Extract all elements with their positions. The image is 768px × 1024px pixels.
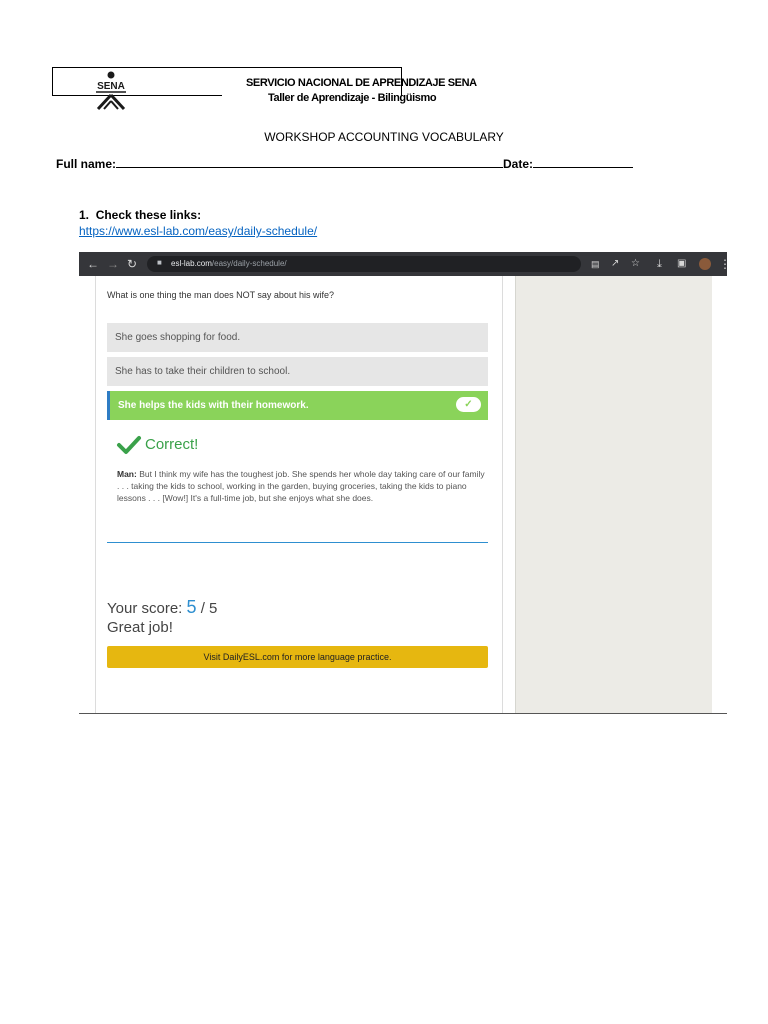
score-value: 5 [186,597,197,617]
question-heading [79,208,201,222]
course-name: Taller de Aprendizaje - Bilingüismo [268,92,437,104]
answer-option-selected[interactable] [107,391,488,420]
download-icon[interactable]: ⤓ [657,258,662,270]
url-domain: esl-lab.com [171,259,212,268]
date-label: Date: [503,157,534,171]
name-date-line [56,155,633,171]
back-icon[interactable]: ← [87,257,99,271]
transcript-speaker: Man: [117,469,137,479]
answer-option-label: She helps the kids with their homework. [118,400,309,411]
screenshot-bottom-border [79,713,727,714]
star-icon[interactable]: ☆ [631,258,640,269]
score-label: Your score: [107,600,183,617]
full-name-field[interactable] [116,155,503,168]
check-icon: ✓ [456,397,481,412]
browser-toolbar [79,252,731,276]
exercise-link[interactable]: https://www.esl-lab.com/easy/daily-schedule/ [79,224,318,238]
transcript [117,468,489,504]
url-text [171,259,287,268]
feedback-text: Great job! [107,619,173,636]
browser-screenshot [79,252,731,713]
visit-dailyesl-button[interactable]: Visit DailyESL.com for more language practice. [107,646,488,668]
page-title: WORKSHOP ACCOUNTING VOCABULARY [264,130,504,144]
side-panel [515,276,712,713]
reload-icon[interactable]: ↻ [127,257,138,271]
question-number: 1. [79,208,90,222]
url-path: /easy/daily-schedule/ [211,259,287,268]
avatar[interactable] [699,258,711,270]
question-text: Check these links: [95,208,202,222]
date-field[interactable] [533,155,633,168]
full-name-label: Full name: [56,157,117,171]
share-icon[interactable]: ↗ [611,258,620,269]
header-rule [52,95,222,96]
institution-name: SERVICIO NACIONAL DE APRENDIZAJE SENA [246,77,477,89]
transcript-text: But I think my wife has the toughest job. She spends her whole day taking care of our family . . . taking the kids to school, working in the garden, buying groceries, taking the kids to piano lessons . . . [Wow!] It's a full-time job, but she enjoys what she does. [117,469,485,503]
score-line [107,597,217,618]
forward-icon[interactable]: → [107,257,119,271]
answer-option[interactable]: She has to take their children to school. [107,357,488,386]
sena-logo [86,71,136,113]
translate-icon[interactable]: ▤ [591,259,600,269]
checkmark-icon [117,435,141,455]
score-total: / 5 [200,600,218,617]
result-label: Correct! [145,436,199,453]
menu-icon[interactable]: ⋮ [719,257,731,271]
sidepanel-icon[interactable]: ▣ [677,258,687,269]
quiz-question: What is one thing the man does NOT say about his wife? [107,290,334,300]
logo-text: SENA [97,81,125,92]
answer-option[interactable]: She goes shopping for food. [107,323,488,352]
lock-icon: ■ [157,258,162,267]
divider [107,542,488,543]
